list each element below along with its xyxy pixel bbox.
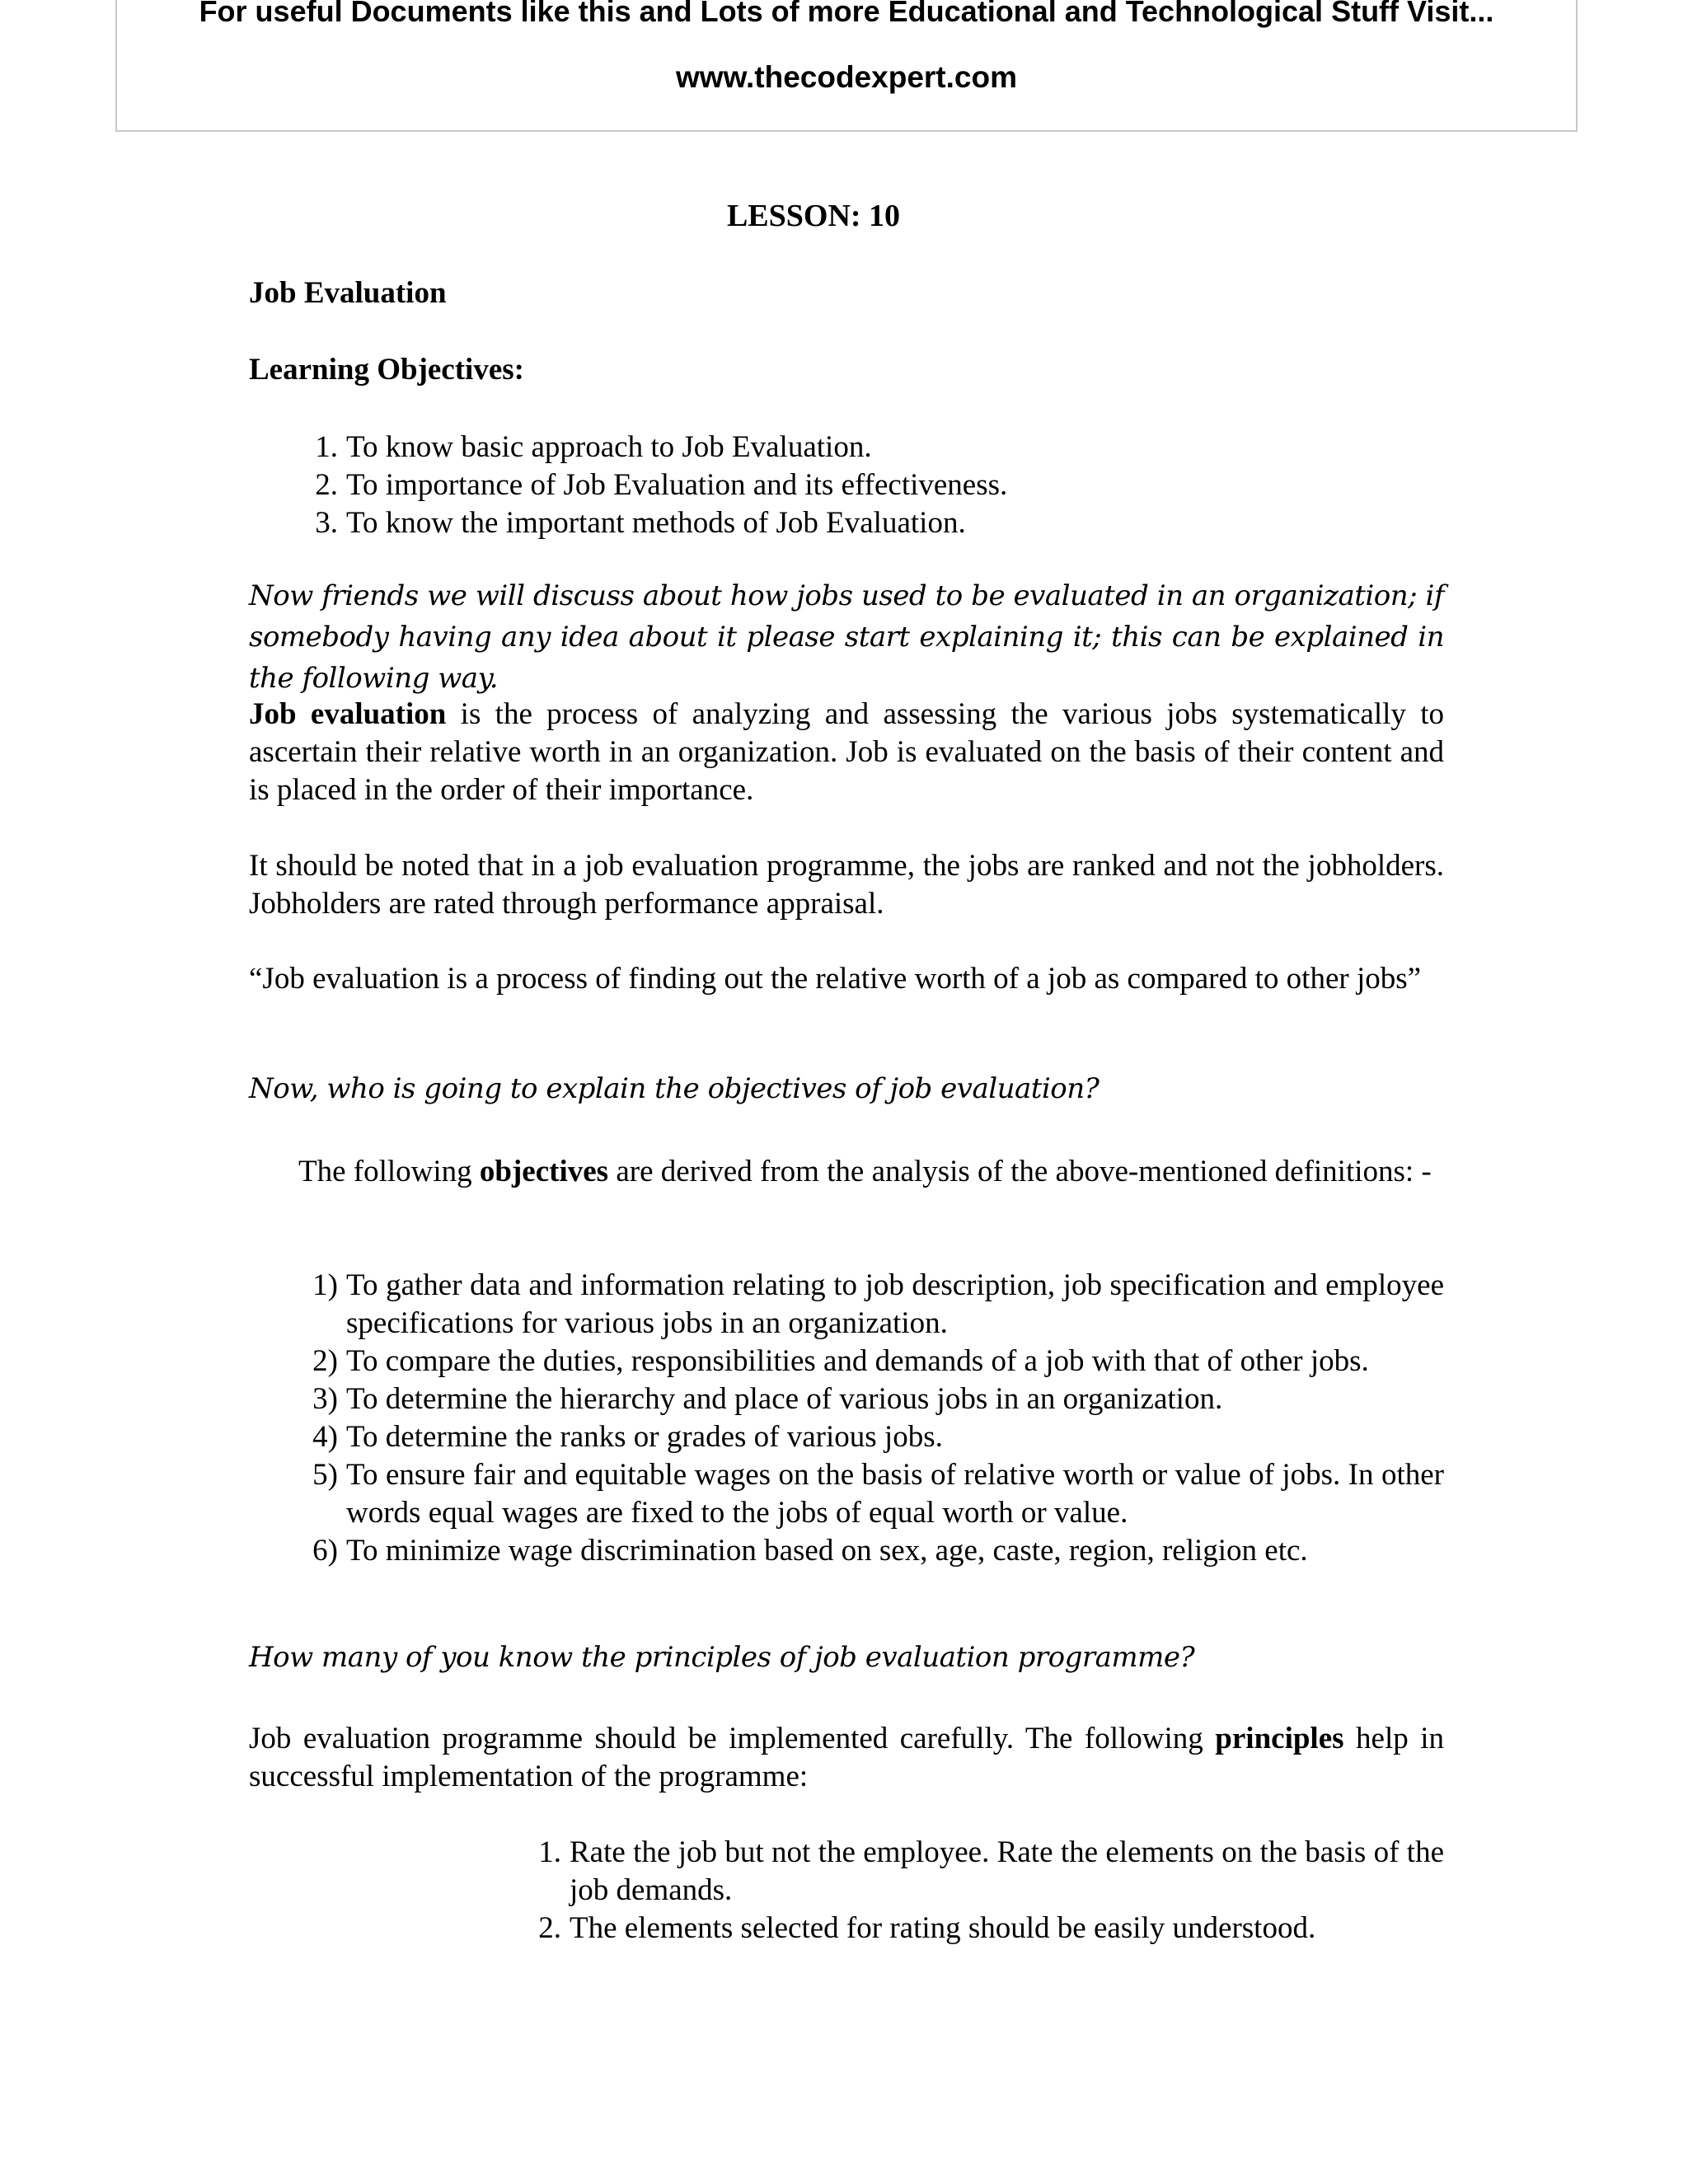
section-title: Job Evaluation <box>249 276 447 310</box>
list-item <box>315 429 1442 466</box>
list-number: 1. <box>538 1835 561 1869</box>
definition-paragraph <box>249 696 1444 809</box>
principles-intro-text-end: help in successful implementation of the programme: <box>249 1722 1445 1793</box>
list-item <box>312 1343 1444 1380</box>
list-number: 2) <box>312 1344 338 1378</box>
question-objectives: Now, who is going to explain the objectives of job evaluation? <box>249 1072 1100 1105</box>
list-number: 1) <box>312 1268 338 1302</box>
list-number: 3) <box>312 1382 338 1416</box>
list-number: 4) <box>312 1420 338 1454</box>
quote-paragraph: “Job evaluation is a process of finding out the relative worth of a job as compared to other jobs” <box>249 962 1422 996</box>
list-text: To determine the hierarchy and place of various jobs in an organization. <box>346 1382 1223 1416</box>
list-number: 1. <box>315 430 338 464</box>
principles-intro <box>249 1720 1444 1796</box>
list-text: To minimize wage discrimination based on sex, age, caste, region, religion etc. <box>346 1534 1308 1568</box>
list-item <box>312 1456 1444 1532</box>
list-item <box>312 1532 1444 1570</box>
objectives-intro-text: The following <box>298 1155 480 1188</box>
objectives-intro-text-end: are derived from the analysis of the above-mentioned definitions: - <box>608 1155 1432 1188</box>
definition-term: Job evaluation <box>249 697 447 731</box>
list-text: To know basic approach to Job Evaluation. <box>346 430 872 464</box>
list-text: To gather data and information relating to job description, job specification and employee specifications for various jobs in an organization. <box>346 1268 1444 1340</box>
list-text: The elements selected for rating should be easily understood. <box>570 1911 1316 1945</box>
list-item <box>312 1380 1444 1418</box>
list-number: 2. <box>538 1911 561 1945</box>
list-item <box>315 466 1442 504</box>
principles-intro-text: Job evaluation programme should be implemented carefully. The following <box>249 1722 1216 1755</box>
note-paragraph: It should be noted that in a job evaluation programme, the jobs are ranked and not the jobholders. Jobholders are rated through performance appraisal. <box>249 849 1444 921</box>
list-text: To determine the ranks or grades of various jobs. <box>346 1420 943 1454</box>
banner-url[interactable]: www.thecodexpert.com <box>676 60 1017 94</box>
list-text: To know the important methods of Job Evaluation. <box>346 506 966 540</box>
objectives-heading: Learning Objectives: <box>249 353 524 387</box>
objectives-list <box>312 1267 1444 1570</box>
principles-intro-bold: principles <box>1215 1722 1344 1755</box>
learning-objectives-list <box>315 429 1442 542</box>
list-number: 5) <box>312 1458 338 1492</box>
list-text: To importance of Job Evaluation and its effectiveness. <box>346 468 1008 502</box>
list-number: 2. <box>315 468 338 502</box>
intro-note: Now friends we will discuss about how jobs used to be evaluated in an organization; if somebody having any idea about it please start explaining it; this can be explained in the following way. <box>249 579 1444 695</box>
list-text: Rate the job but not the employee. Rate the elements on the basis of the job demands. <box>570 1835 1444 1907</box>
list-text: To ensure fair and equitable wages on the basis of relative worth or value of jobs. In other words equal wages are fixed to the jobs of equal worth or value. <box>346 1458 1444 1530</box>
promo-banner <box>115 0 1578 132</box>
banner-text: For useful Documents like this and Lots of more Educational and Technological Stuff Visit... <box>199 0 1494 28</box>
list-item <box>538 1910 1444 1947</box>
list-item <box>312 1418 1444 1456</box>
list-item <box>315 504 1442 542</box>
list-item <box>312 1267 1444 1343</box>
objectives-intro-bold: objectives <box>479 1155 609 1188</box>
objectives-intro <box>249 1153 1444 1191</box>
question-principles: How many of you know the principles of job evaluation programme? <box>249 1641 1195 1674</box>
lesson-title: LESSON: 10 <box>726 199 901 233</box>
list-number: 6) <box>312 1534 338 1568</box>
definition-text: is the process of analyzing and assessing the various jobs systematically to ascertain their relative worth in an organization. Job is evaluated on the basis of their content and is placed in the order of their importance. <box>249 697 1444 807</box>
list-number: 3. <box>315 506 338 540</box>
list-item <box>538 1834 1444 1910</box>
list-text: To compare the duties, responsibilities and demands of a job with that of other jobs. <box>346 1344 1369 1378</box>
principles-list <box>538 1834 1444 1947</box>
